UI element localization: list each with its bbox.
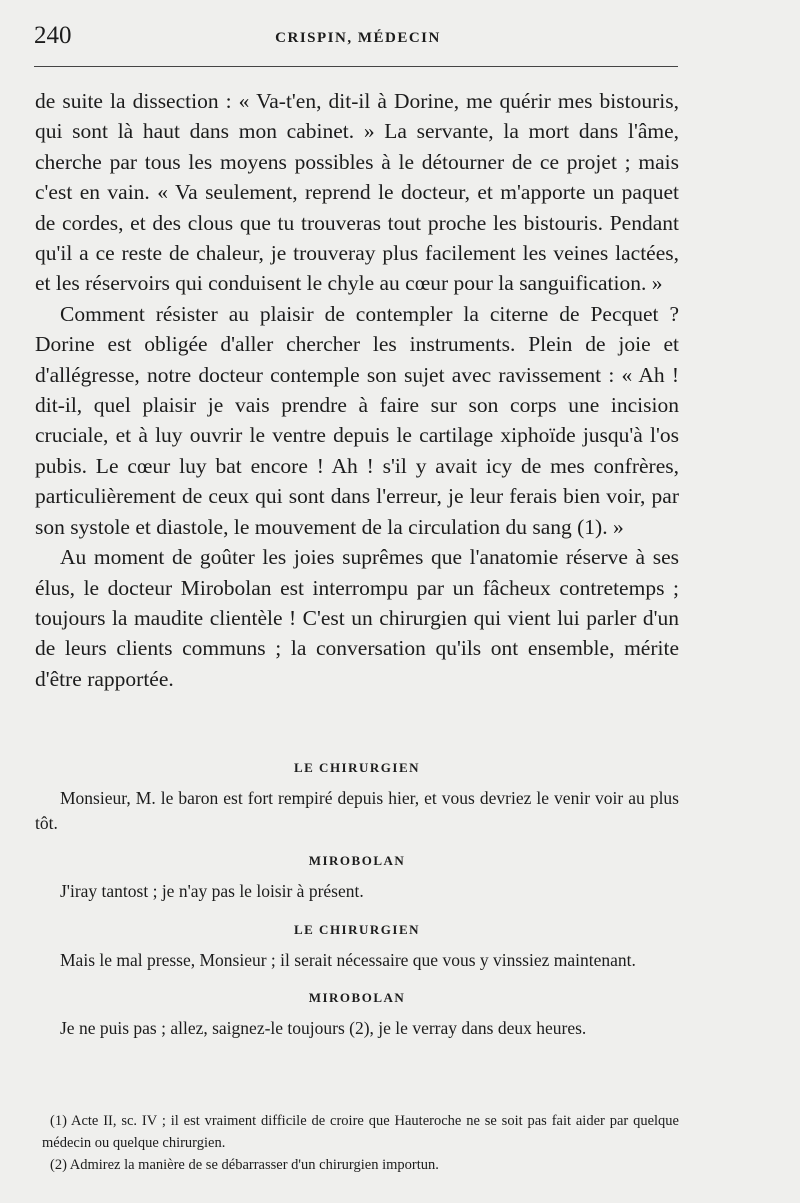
header-rule xyxy=(34,66,678,67)
footnote: (2) Admirez la manière de se débarrasser d'un chirurgien importun. xyxy=(50,1157,439,1173)
speech-line: Mais le mal presse, Monsieur ; il serait nécessaire que vous y vinssiez maintenant. xyxy=(60,949,636,970)
speech-line: Je ne puis pas ; allez, saignez-le toujours (2), je le verray dans deux heures. xyxy=(60,1018,587,1038)
page-number: 240 xyxy=(34,22,72,49)
speaker-name: MIROBOLAN xyxy=(308,990,406,1005)
paragraph: Au moment de goûter les joies suprêmes que l'anatomie réserve à ses élus, le docteur Mirobolan est interrompu par un fâcheux contretemps ; toujours la maudite clientèle ! C'est un chirurgien qui vient lui parler d'un de leurs clients communs ; la conversation qu'ils ont ensemble, mérite d'être rapportée. xyxy=(35,545,679,691)
footnotes xyxy=(42,1110,679,1176)
page-header xyxy=(34,20,682,50)
body-text xyxy=(35,86,679,694)
speaker-name: LE CHIRURGIEN xyxy=(293,760,421,775)
dialogue xyxy=(35,758,679,1041)
running-title: CRISPIN, MÉDECIN xyxy=(275,30,441,46)
speaker-name: LE CHIRURGIEN xyxy=(293,921,421,937)
speaker-name: MIROBOLAN xyxy=(308,853,406,868)
speech-line: Monsieur, M. le baron est fort rempiré depuis hier, et vous devriez le venir voir au plus tôt. xyxy=(35,788,679,833)
paragraph: Comment résister au plaisir de contempler la citerne de Pecquet ? Dorine est obligée d'aller chercher les instruments. Plein de joie et d'allégresse, notre docteur contemple son sujet avec ravissement : « Ah ! dit-il, quel plaisir je vais prendre à faire sur son corps une incision cruciale, et à luy ouvrir le ventre depuis le cartilage xiphoïde jusqu'à l'os pubis. Le cœur luy bat encore ! Ah ! s'il y avait icy de mes confrères, particulièrement de ceux qui sont dans l'erreur, je leur ferais bien voir, par son systole et diastole, le mouvement de la circulation du sang (1). » xyxy=(35,301,679,539)
paragraph: de suite la dissection : « Va-t'en, dit-il à Dorine, me quérir mes bistouris, qui sont là haut dans mon cabinet. » La servante, la mort dans l'âme, cherche par tous les moyens possibles à le détourner de ce projet ; mais c'est en vain. « Va seulement, reprend le docteur, et m'apporte un paquet de cordes, et des clous que tu trouveras tout proche les bistouris. Pendant qu'il a ce reste de chaleur, je trouveray plus facilement les veines lactées, et les réservoirs qui conduisent le chyle au cœur pour la sanguification. » xyxy=(35,89,679,296)
speech-line: J'iray tantost ; je n'ay pas le loisir à présent. xyxy=(60,881,364,901)
footnote: (1) Acte II, sc. IV ; il est vraiment difficile de croire que Hauteroche ne se soit pas fait aider par quelque médecin ou quelque chirurgien. xyxy=(42,1113,679,1151)
